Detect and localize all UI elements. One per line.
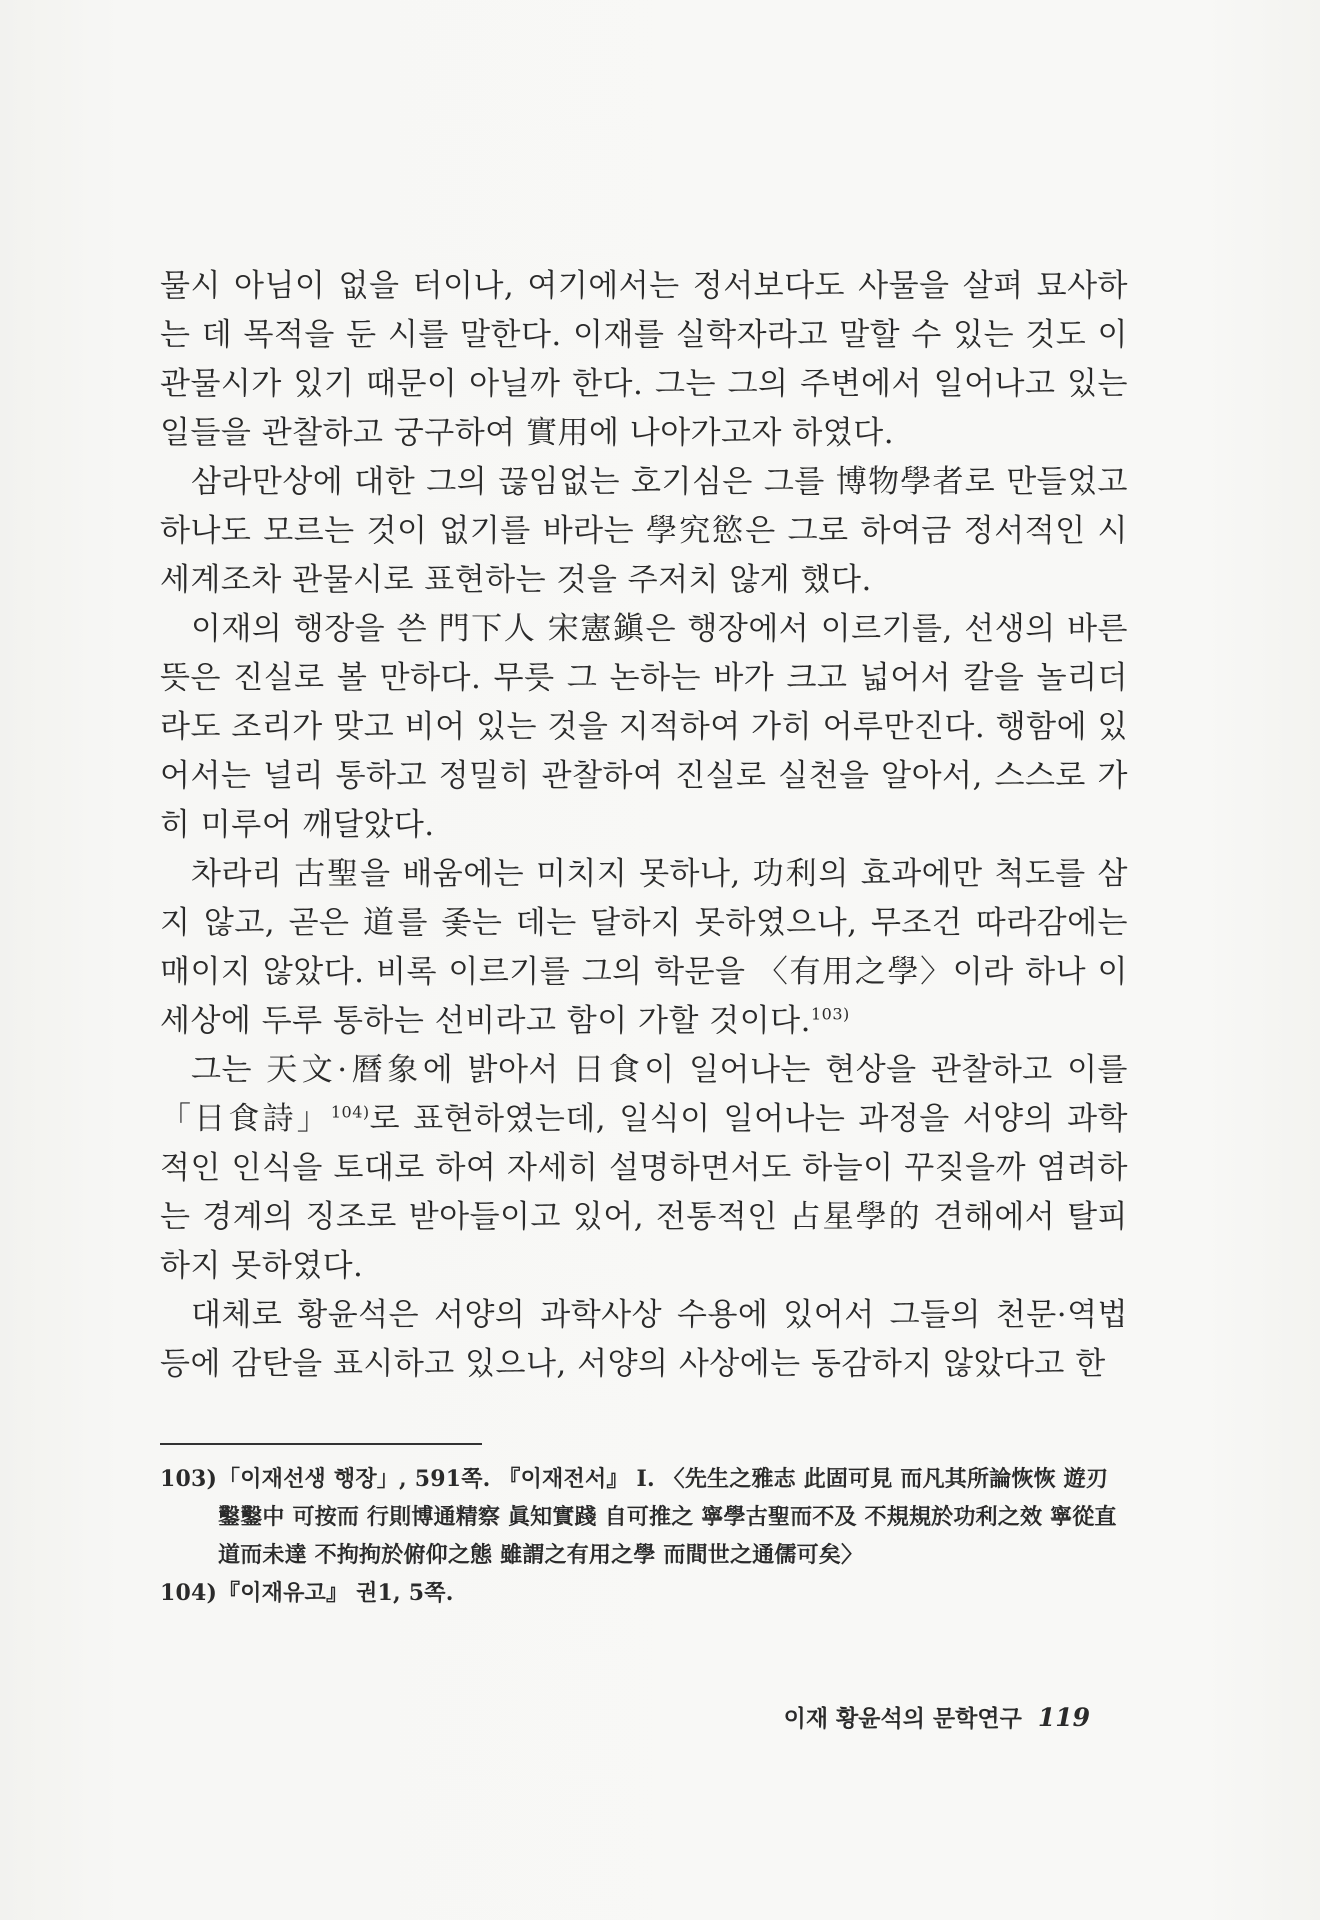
footnote-104 (160, 1574, 1128, 1612)
footnotes (160, 1460, 1128, 1612)
footnote-number: 103) (160, 1466, 218, 1492)
paragraph-5-text-a: 그는 天文·曆象에 밝아서 日食이 일어나는 현상을 관찰하고 이를 「日食詩」 (160, 1052, 1128, 1137)
body-text (160, 262, 1128, 1389)
running-title: 이재 황윤석의 문학연구 (783, 1705, 1022, 1732)
paragraph-1: 물시 아님이 없을 터이나, 여기에서는 정서보다도 사물을 살펴 묘사하는 데 목적을 둔 시를 말한다. 이재를 실학자라고 말할 수 있는 것도 이 관물시가 있기 때문이 아닐까 한다. 그는 그의 주변에서 일어나고 있는 일들을 관찰하고 궁구하여 實用에 나아가고자 하였다. (160, 268, 1128, 451)
paragraph-5-text-b: 로 표현하였는데, 일식이 일어나는 과정을 서양의 과학적인 인식을 토대로 하여 자세히 설명하면서도 하늘이 꾸짖을까 염려하는 경계의 징조로 받아들이고 있어, 전통적인 占星學的 견해에서 탈피하지 못하였다. (160, 1101, 1128, 1284)
running-footer (784, 1700, 1090, 1733)
footnote-ref-103[interactable]: 103) (810, 1004, 850, 1024)
footnote-number: 104) (160, 1580, 218, 1606)
paragraph-4 (160, 850, 1128, 1046)
paragraph-2: 삼라만상에 대한 그의 끊임없는 호기심은 그를 博物學者로 만들었고 하나도 모르는 것이 없기를 바라는 學究慾은 그로 하여금 정서적인 시세계조차 관물시로 표현하는 것을 주저치 않게 했다. (160, 464, 1128, 598)
paragraph-6: 대체로 황윤석은 서양의 과학사상 수용에 있어서 그들의 천문·역법 등에 감탄을 표시하고 있으나, 서양의 사상에는 동감하지 않았다고 한 (160, 1297, 1128, 1382)
footnote-divider (160, 1443, 482, 1445)
footnote-ref-104[interactable]: 104) (330, 1102, 370, 1122)
paragraph-3: 이재의 행장을 쓴 門下人 宋憲鎭은 행장에서 이르기를, 선생의 바른 뜻은 진실로 볼 만하다. 무릇 그 논하는 바가 크고 넓어서 칼을 놀리더라도 조리가 맞고 비어 있는 것을 지적하여 가히 어루만진다. 행함에 있어서는 널리 통하고 정밀히 관찰하여 진실로 실천을 알아서, 스스로 가히 미루어 깨달았다. (160, 611, 1128, 843)
paragraph-4-text: 차라리 古聖을 배움에는 미치지 못하나, 功利의 효과에만 척도를 삼지 않고, 곧은 道를 좇는 데는 달하지 못하였으나, 무조건 따라감에는 매이지 않았다. 비록 이르기를 그의 학문을 〈有用之學〉이라 하나 이 세상에 두루 통하는 선비라고 함이 가할 것이다. (160, 856, 1128, 1039)
page-number: 119 (1037, 1703, 1090, 1732)
footnote-103 (160, 1460, 1128, 1574)
footnote-text: 「이재선생 행장」, 591쪽. 『이재전서』 I. 〈先生之雅志 此固可見 而凡其所論恢恢 遊刃鑿鑿中 可按而 行則博通精察 眞知實踐 自可推之 寧學古聖而不及 不規規於功利之效 寧從直道而未達 不拘拘於俯仰之態 雖謂之有用之學 而間世之通儒可矣〉 (218, 1466, 1117, 1568)
footnote-text: 『이재유고』 권1, 5쪽. (218, 1580, 454, 1606)
paragraph-5 (160, 1046, 1128, 1291)
